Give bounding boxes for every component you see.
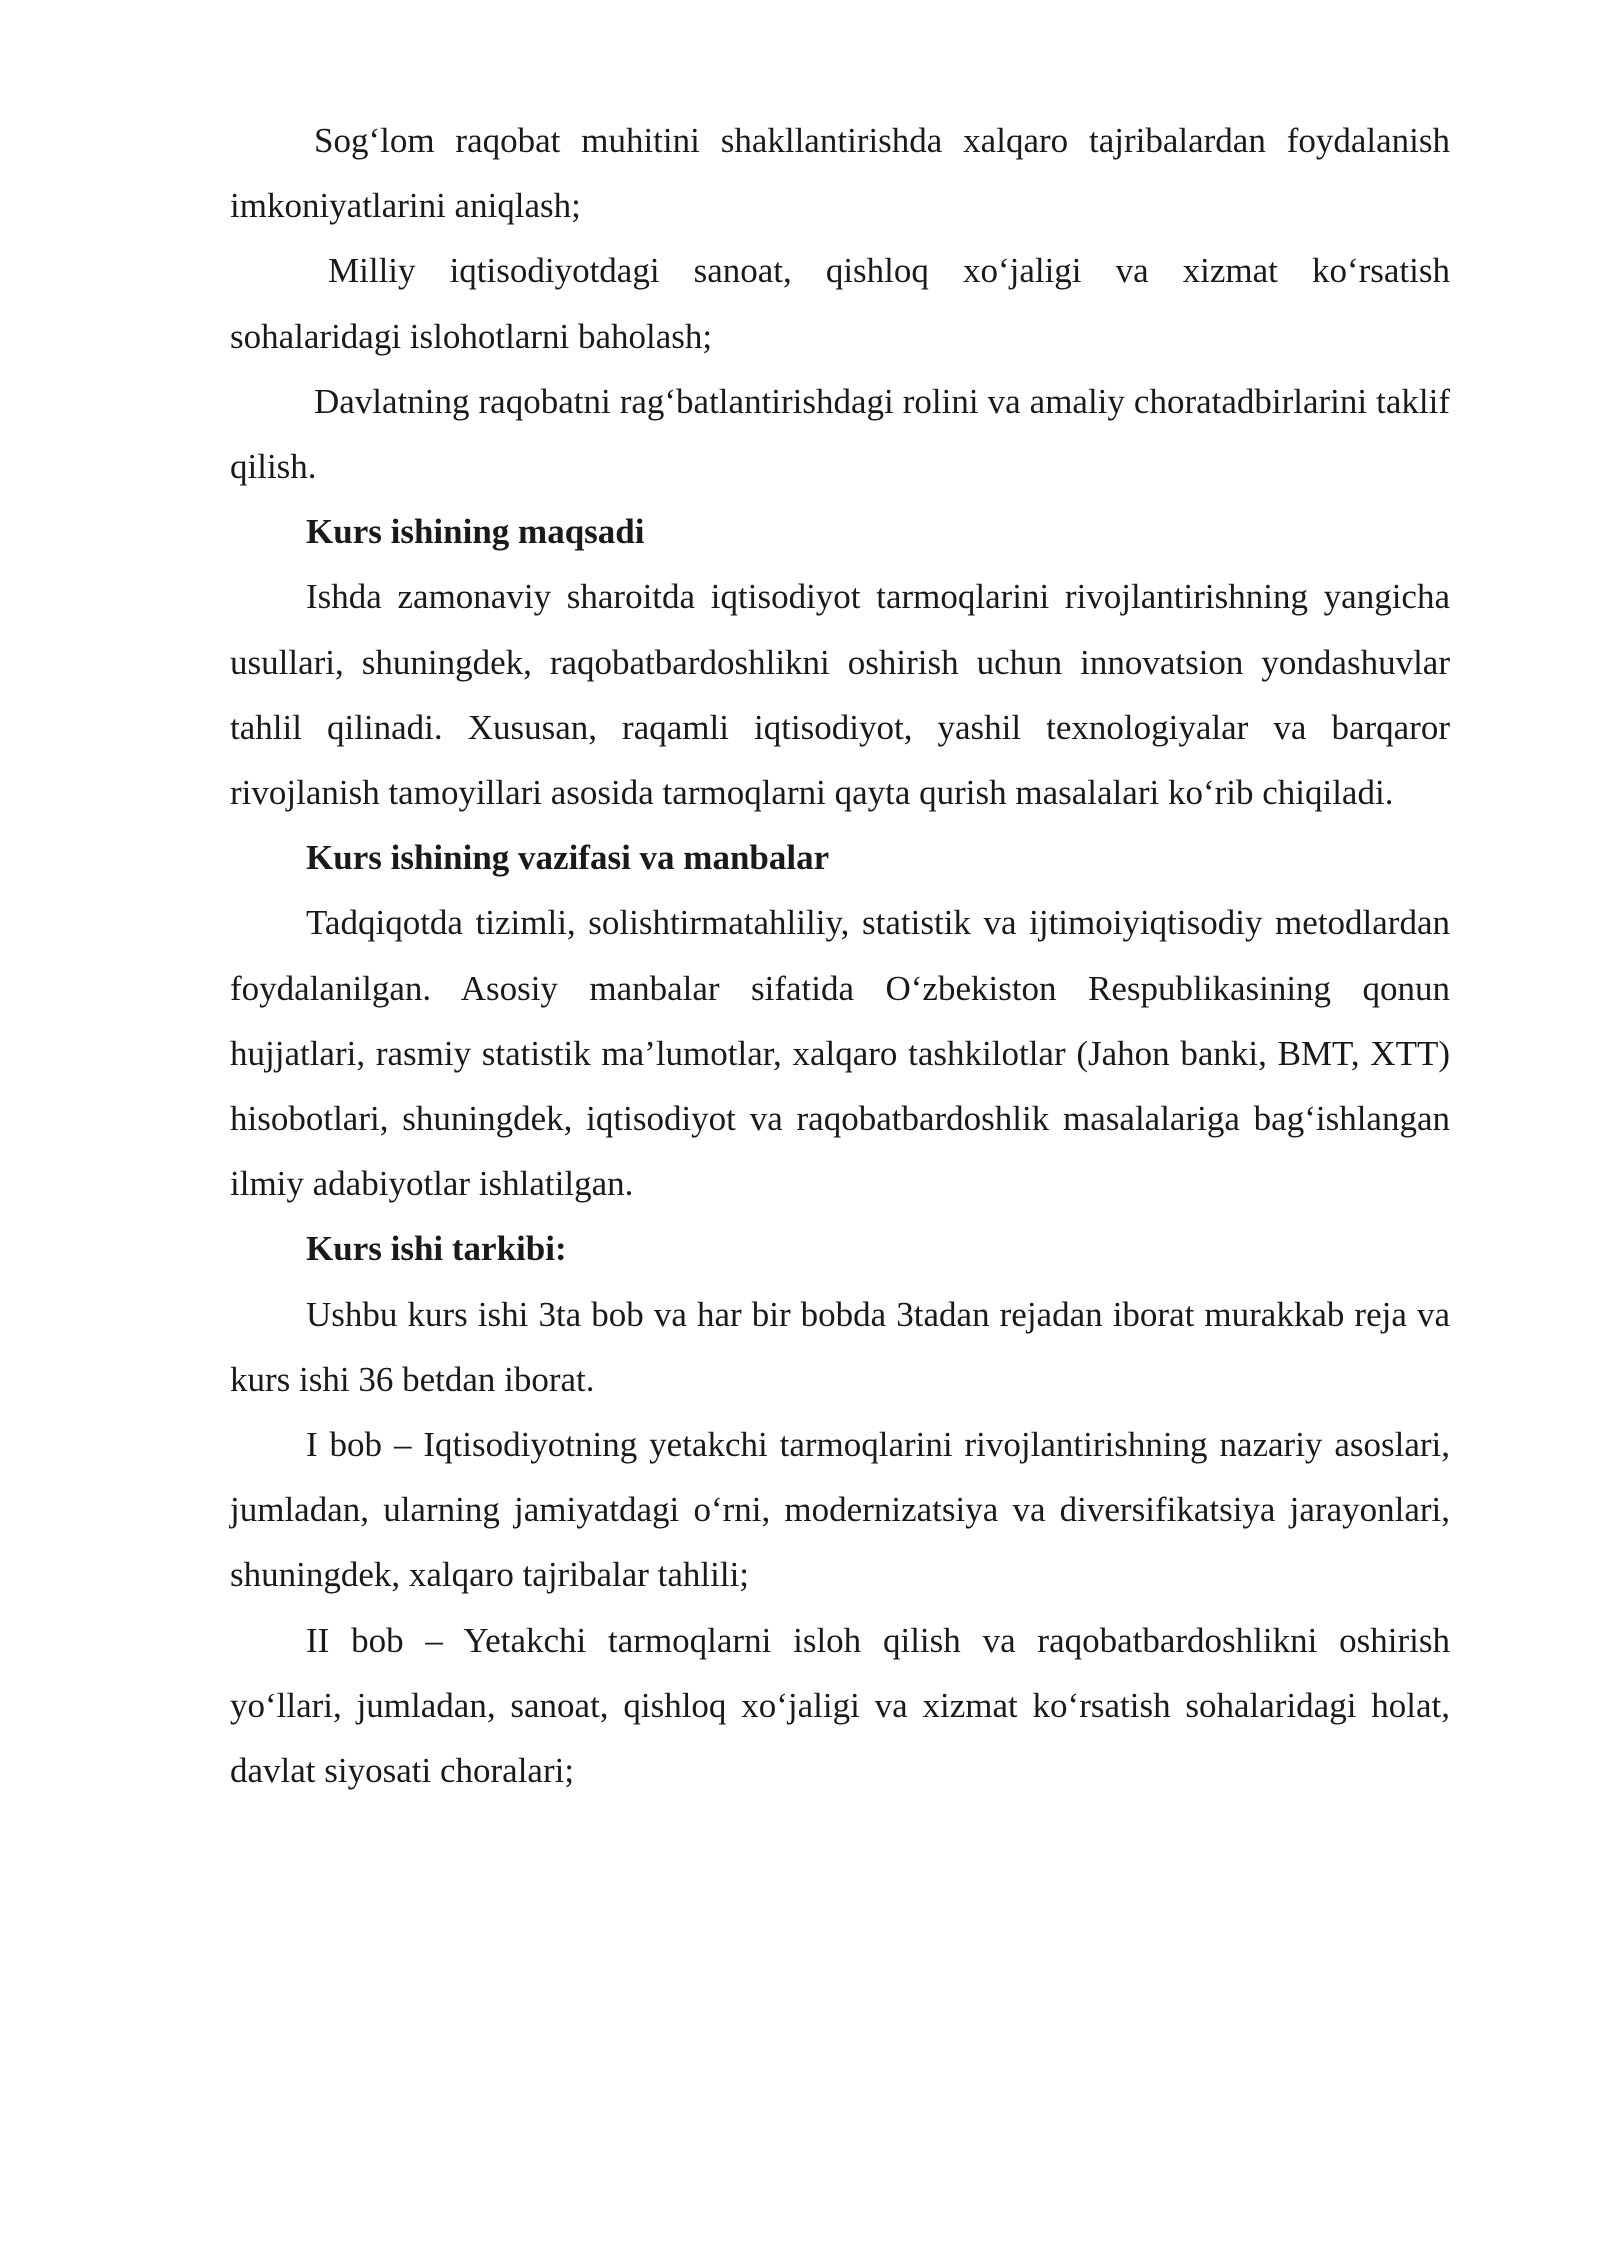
paragraph-chapter-1: I bob – Iqtisodiyotning yetakchi tarmoqlarini rivojlantirishning nazariy asoslari, jumladan, ularning jamiyatdagi o‘rni, modernizatsiya va diversifikatsiya jarayonlari, shuningdek, xalqaro tajribalar tahlili; <box>230 1425 1450 1595</box>
document-body <box>230 108 1450 1803</box>
heading-tasks-sources: Kurs ishining vazifasi va manbalar <box>306 838 830 878</box>
paragraph-methods-sources: Tadqiqotda tizimli, solishtirmatahliliy, statistik va ijtimoiyiqtisodiy metodlardan foydalanilgan. Asosiy manbalar sifatida O‘zbekiston Respublikasining qonun hujjatlari, rasmiy statistik ma’lumotlar, xalqaro tashkilotlar (Jahon banki, BMT, XTT) hisobotlari, shuningdek, iqtisodiyot va raqobatbardoshlik masalalariga bag‘ishlangan ilmiy adabiyotlar ishlatilgan. <box>230 903 1450 1204</box>
paragraph-international-experience: Sog‘lom raqobat muhitini shakllantirishda xalqaro tajribalardan foydalanish imkoniyatlarini aniqlash; <box>230 121 1450 226</box>
heading-goal: Kurs ishining maqsadi <box>306 512 645 552</box>
paragraph-chapter-2: II bob – Yetakchi tarmoqlarni isloh qilish va raqobatbardoshlikni oshirish yo‘llari, jumladan, sanoat, qishloq xo‘jaligi va xizmat ko‘rsatish sohalaridagi holat, davlat siyosati choralari; <box>230 1620 1450 1791</box>
paragraph-state-role: Davlatning raqobatni rag‘batlantirishdagi rolini va amaliy choratadbirlarini taklif qilish. <box>230 381 1450 487</box>
paragraph-structure-overview: Ushbu kurs ishi 3ta bob va har bir bobda 3tadan rejadan iborat murakkab reja va kurs ishi 36 betdan iborat. <box>230 1294 1450 1399</box>
paragraph-reforms-assessment: Milliy iqtisodiyotdagi sanoat, qishloq xo‘jaligi va xizmat ko‘rsatish sohalaridagi islohotlarni baholash; <box>230 251 1450 356</box>
heading-structure: Kurs ishi tarkibi: <box>306 1229 567 1269</box>
paragraph-goal-text: Ishda zamonaviy sharoitda iqtisodiyot tarmoqlarini rivojlantirishning yangicha usullari, shuningdek, raqobatbardoshlikni oshirish uchun innovatsion yondashuvlar tahlil qilinadi. Xususan, raqamli iqtisodiyot, yashil texnologiyalar va barqaror rivojlanish tamoyillari asosida tarmoqlarni qayta qurish masalalari ko‘rib chiqiladi. <box>230 577 1450 813</box>
